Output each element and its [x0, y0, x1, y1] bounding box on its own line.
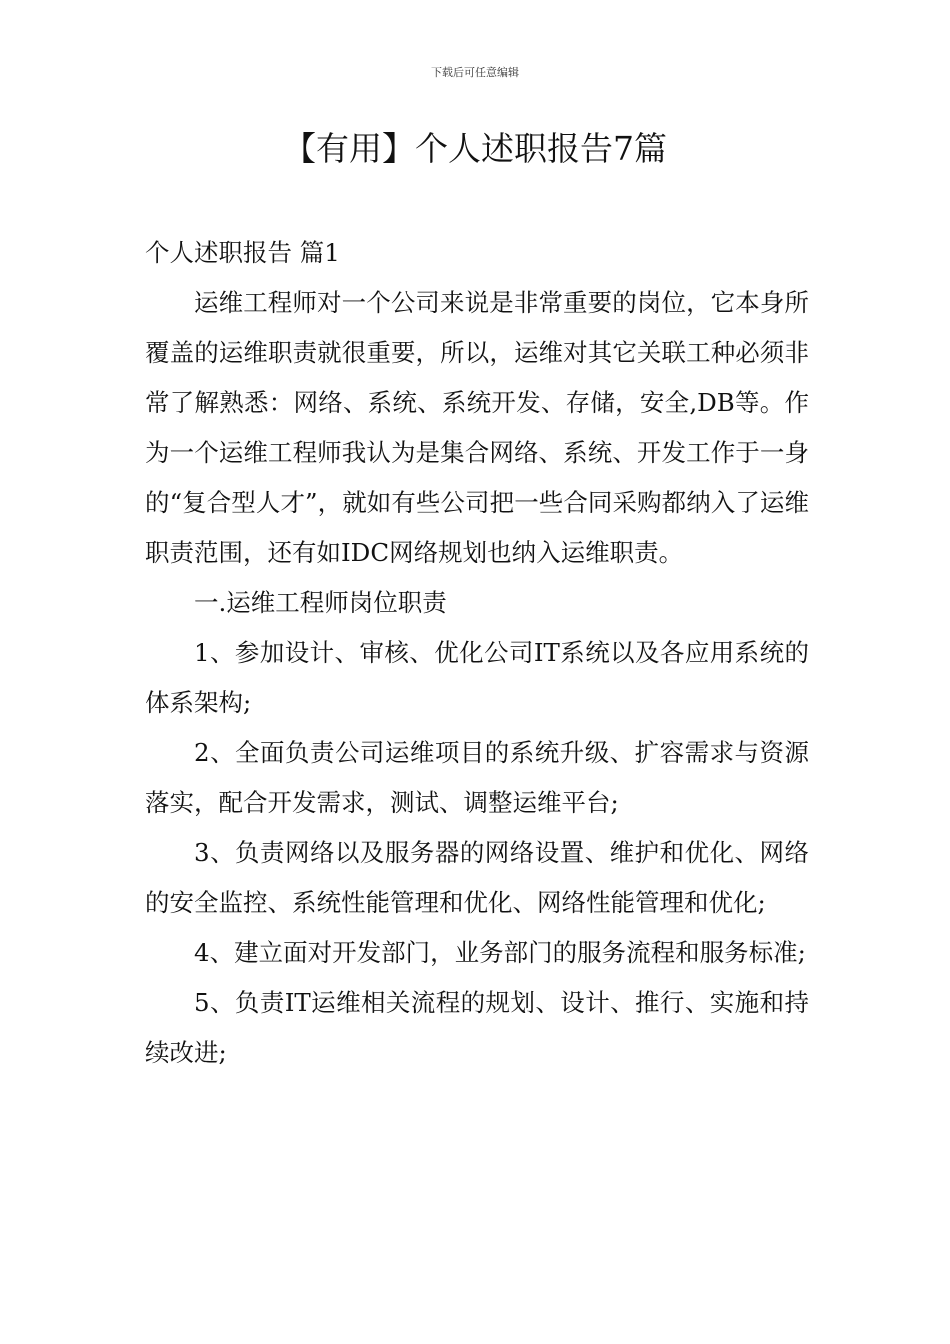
header-note: 下载后可任意编辑 [431, 66, 519, 79]
duty-item-2: 2、全面负责公司运维项目的系统升级、扩容需求与资源落实，配合开发需求，测试、调整运维平台; [145, 738, 809, 817]
subsection-heading: 一.运维工程师岗位职责 [194, 588, 447, 617]
duty-item-4: 4、建立面对开发部门，业务部门的服务流程和服务标准; [194, 938, 806, 967]
document-title: 【有用】个人述职报告7篇 [283, 129, 667, 168]
document-body [145, 228, 809, 1078]
section-heading: 个人述职报告 篇1 [145, 238, 340, 267]
intro-paragraph: 运维工程师对一个公司来说是非常重要的岗位，它本身所覆盖的运维职责就很重要，所以，运维对其它关联工种必须非常了解熟悉：网络、系统、系统开发、存储，安全,DB等。作为一个运维工程师我认为是集合网络、系统、开发工作于一身的“复合型人才”，就如有些公司把一些合同采购都纳入了运维职责范围，还有如IDC网络规划也纳入运维职责。 [145, 288, 809, 567]
duty-item-3: 3、负责网络以及服务器的网络设置、维护和优化、网络的安全监控、系统性能管理和优化、网络性能管理和优化; [145, 838, 809, 917]
duty-item-5: 5、负责IT运维相关流程的规划、设计、推行、实施和持续改进; [145, 988, 809, 1067]
duty-item-1: 1、参加设计、审核、优化公司IT系统以及各应用系统的体系架构; [145, 638, 809, 717]
